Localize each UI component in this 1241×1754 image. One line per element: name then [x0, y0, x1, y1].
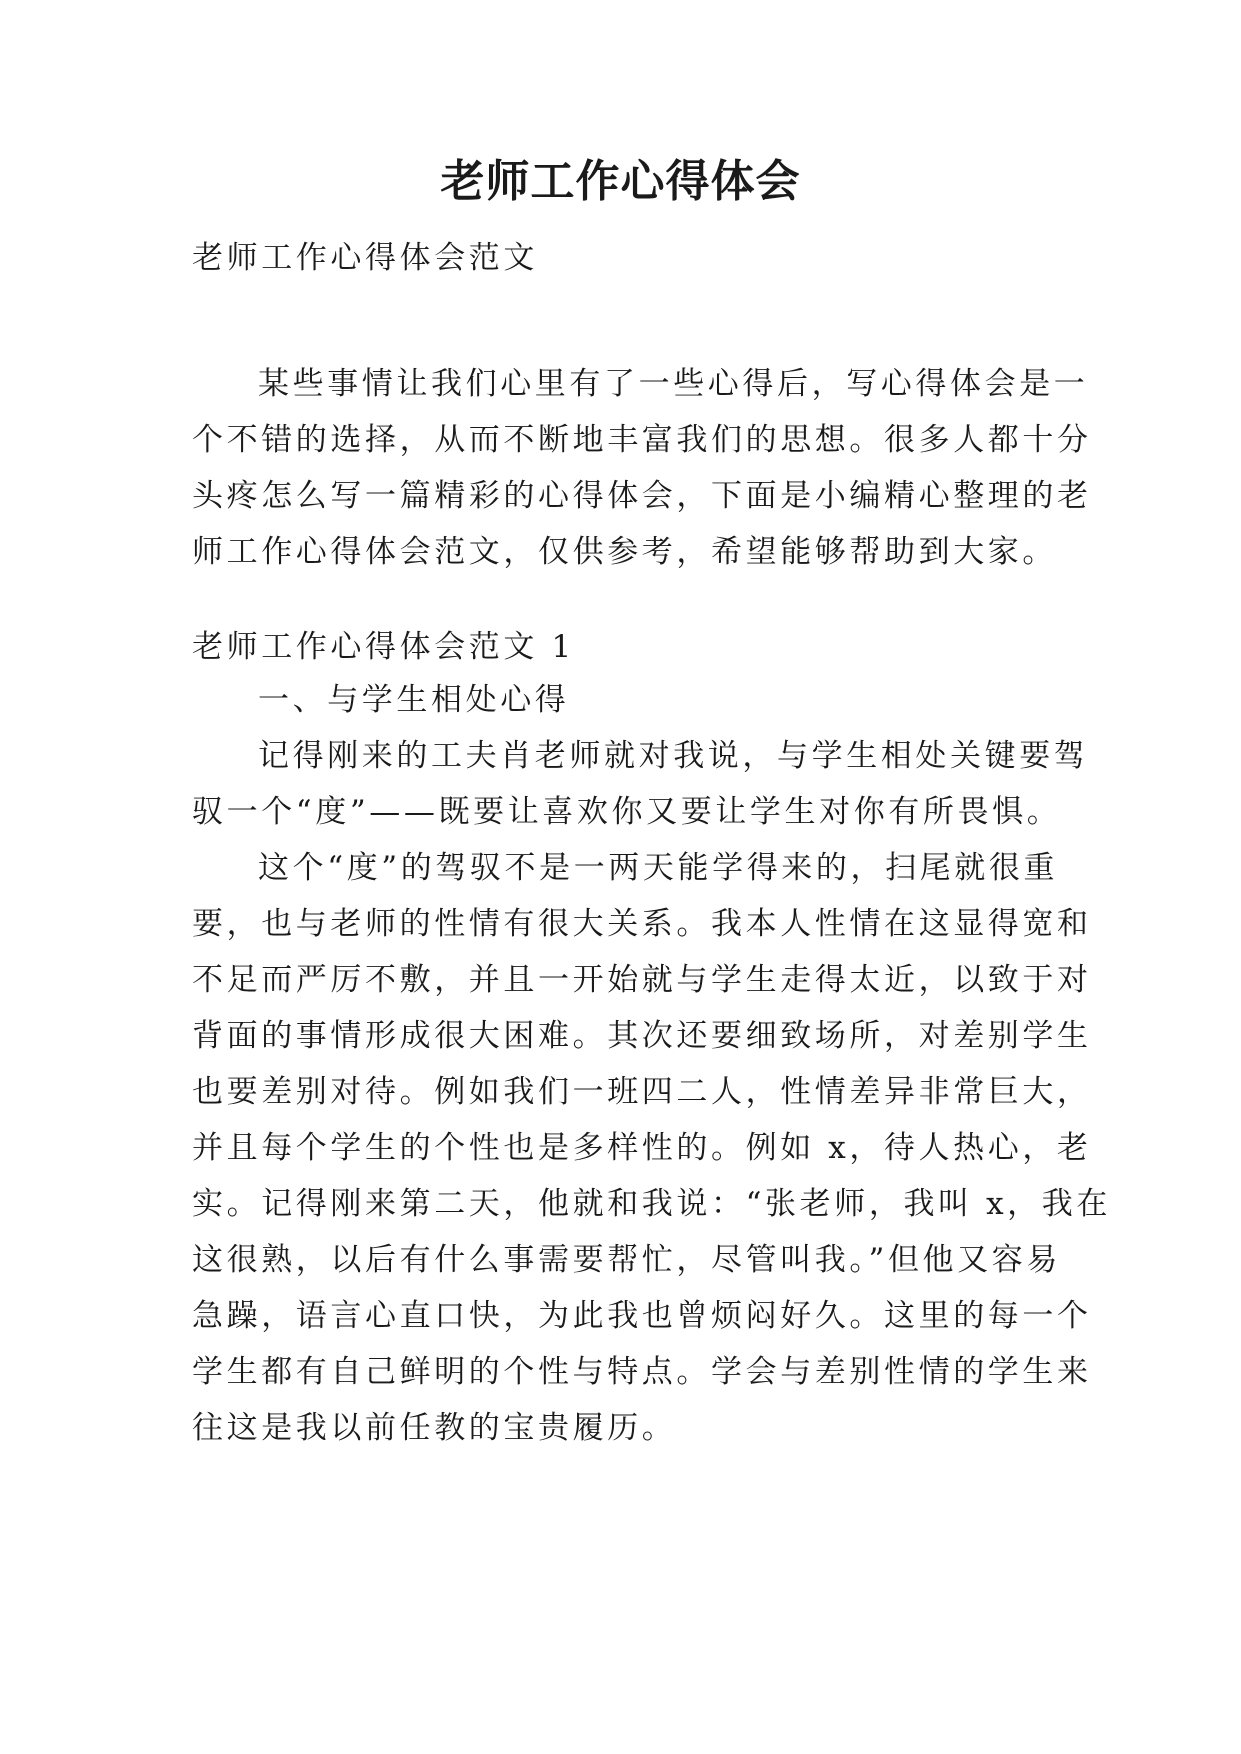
paragraph-line: 记得刚来的工夫肖老师就对我说，与学生相处关键要驾 [258, 738, 1089, 774]
intro-line: 某些事情让我们心里有了一些心得后，写心得体会是一 [258, 366, 1089, 402]
subsection-heading: 一、与学生相处心得 [258, 682, 570, 718]
intro-line: 师工作心得体会范文，仅供参考，希望能够帮助到大家。 [192, 534, 1057, 570]
paragraph-line: 背面的事情形成很大困难。其次还要细致场所，对差别学生 [192, 1018, 1092, 1054]
intro-line: 个不错的选择，从而不断地丰富我们的思想。很多人都十分 [192, 422, 1092, 458]
paragraph-line: 也要差别对待。例如我们一班四二人，性情差异非常巨大， [192, 1074, 1092, 1110]
paragraph-line: 这个“度”的驾驭不是一两天能学得来的，扫尾就很重 [258, 850, 1059, 886]
paragraph-line: 不足而严厉不敷，并且一开始就与学生走得太近，以致于对 [192, 962, 1092, 998]
document-title: 老师工作心得体会 [440, 156, 801, 207]
paragraph-line: 急躁，语言心直口快，为此我也曾烦闷好久。这里的每一个 [192, 1298, 1092, 1334]
paragraph-line: 并且每个学生的个性也是多样性的。例如 x，待人热心，老 [192, 1130, 1092, 1166]
paragraph-line: 这很熟，以后有什么事需要帮忙，尽管叫我。”但他又容易 [192, 1242, 1061, 1278]
paragraph-line: 驭一个“度”——既要让喜欢你又要让学生对你有所畏惧。 [192, 794, 1062, 830]
paragraph-line: 学生都有自己鲜明的个性与特点。学会与差别性情的学生来 [192, 1354, 1092, 1390]
section-heading: 老师工作心得体会范文 1 [192, 629, 575, 665]
paragraph-line: 实。记得刚来第二天，他就和我说：“张老师，我叫 x，我在 [192, 1186, 1111, 1222]
paragraph-line: 往这是我以前任教的宝贵履历。 [192, 1410, 677, 1446]
paragraph-line: 要，也与老师的性情有很大关系。我本人性情在这显得宽和 [192, 906, 1092, 942]
document-subtitle: 老师工作心得体会范文 [192, 240, 538, 276]
intro-line: 头疼怎么写一篇精彩的心得体会，下面是小编精心整理的老 [192, 478, 1092, 514]
